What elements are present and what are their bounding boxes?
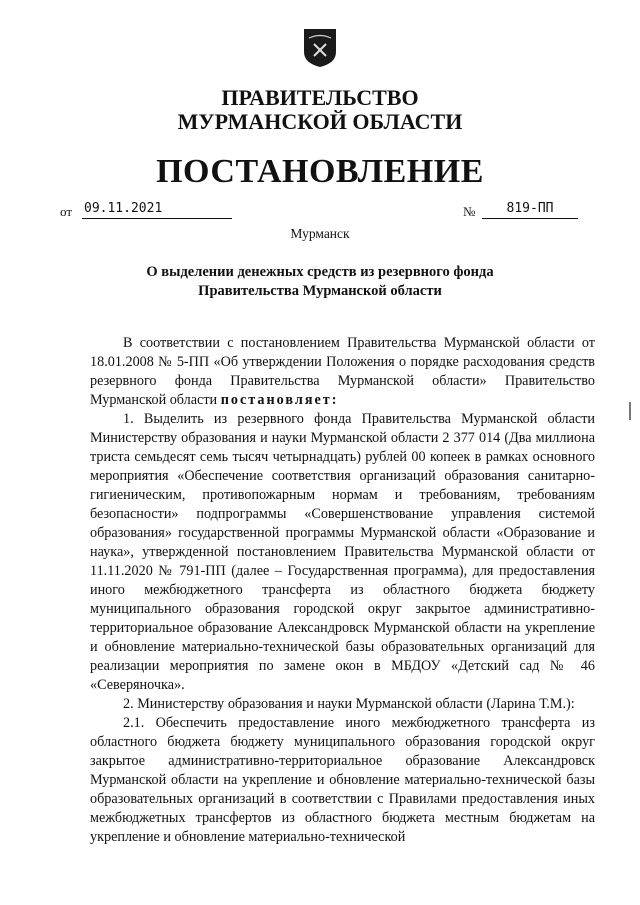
item-2-paragraph: 2. Министерству образования и науки Мурманской области (Ларина Т.М.): bbox=[123, 696, 575, 712]
org-name-line1: ПРАВИТЕЛЬСТВО bbox=[221, 85, 419, 110]
item-2-1-paragraph: 2.1. Обеспечить предоставление иного межбюджетного трансферта из областного бюджета бюджету муниципального образования городской округ закрытое административно-территориальное образование Александровск Мурманской области на укрепление и обновление материально-технической базы образовательных организаций в соответствии с Правилами предоставления иных межбюджетных трансфертов из областного бюджета местным бюджетам на укрепление и обновление материально-технической bbox=[90, 715, 595, 845]
org-name-line2: МУРМАНСКОЙ ОБЛАСТИ bbox=[177, 109, 463, 134]
preamble-paragraph bbox=[90, 334, 595, 410]
item-1-paragraph: 1. Выделить из резервного фонда Правительства Мурманской области Министерству образования и науки Мурманской области 2 377 014 (Два миллиона триста семьдесят семь тысяч четырнадцать) рублей 00 копеек в рамках основного мероприятия «Обеспечение соответствия организаций образования санитарно-гигиеническим, противопожарным нормам и требованиям, требованиям безопасности» подпрограммы «Совершенствование управления системой образования» государственной программы Мурманской области «Образование и наука», утвержденной постановлением Правительства Мурманской области от 11.11.2020 № 791-ПП (далее – Государственная программа), для предоставления иного межбюджетного трансферта из областного бюджета бюджету муниципального образования городской округ закрытое административно-территориальное образование Александровск Мурманской области на укрепление и обновление материально-технической базы образовательных организаций для реализации мероприятия по замене окон в МБДОУ «Детский сад № 46 «Северяночка». bbox=[90, 411, 595, 693]
document-subject bbox=[90, 263, 550, 301]
decree-word: постановляет: bbox=[220, 392, 339, 408]
document-body bbox=[90, 334, 595, 847]
margin-scan-mark bbox=[629, 402, 631, 420]
date-number-line bbox=[60, 200, 580, 224]
preamble-text: В соответствии с постановлением Правительства Мурманской области от 18.01.2008 № 5-ПП «Об утверждении Положения о порядке расходования средств резервного фонда Правительства Мурманской области» Правительство Мурманской области bbox=[90, 335, 595, 408]
subject-line2: Правительства Мурманской области bbox=[198, 283, 442, 299]
document-type-title: ПОСТАНОВЛЕНИЕ bbox=[156, 153, 484, 190]
document-date: 09.11.2021 bbox=[82, 200, 232, 219]
coat-of-arms-emblem-icon bbox=[303, 28, 337, 68]
date-prefix: от bbox=[60, 204, 73, 219]
document-number: 819-ПП bbox=[482, 200, 578, 219]
city-name: Мурманск bbox=[290, 226, 350, 241]
number-prefix: № bbox=[463, 204, 476, 219]
subject-line1: О выделении денежных средств из резервного фонда bbox=[146, 264, 494, 280]
